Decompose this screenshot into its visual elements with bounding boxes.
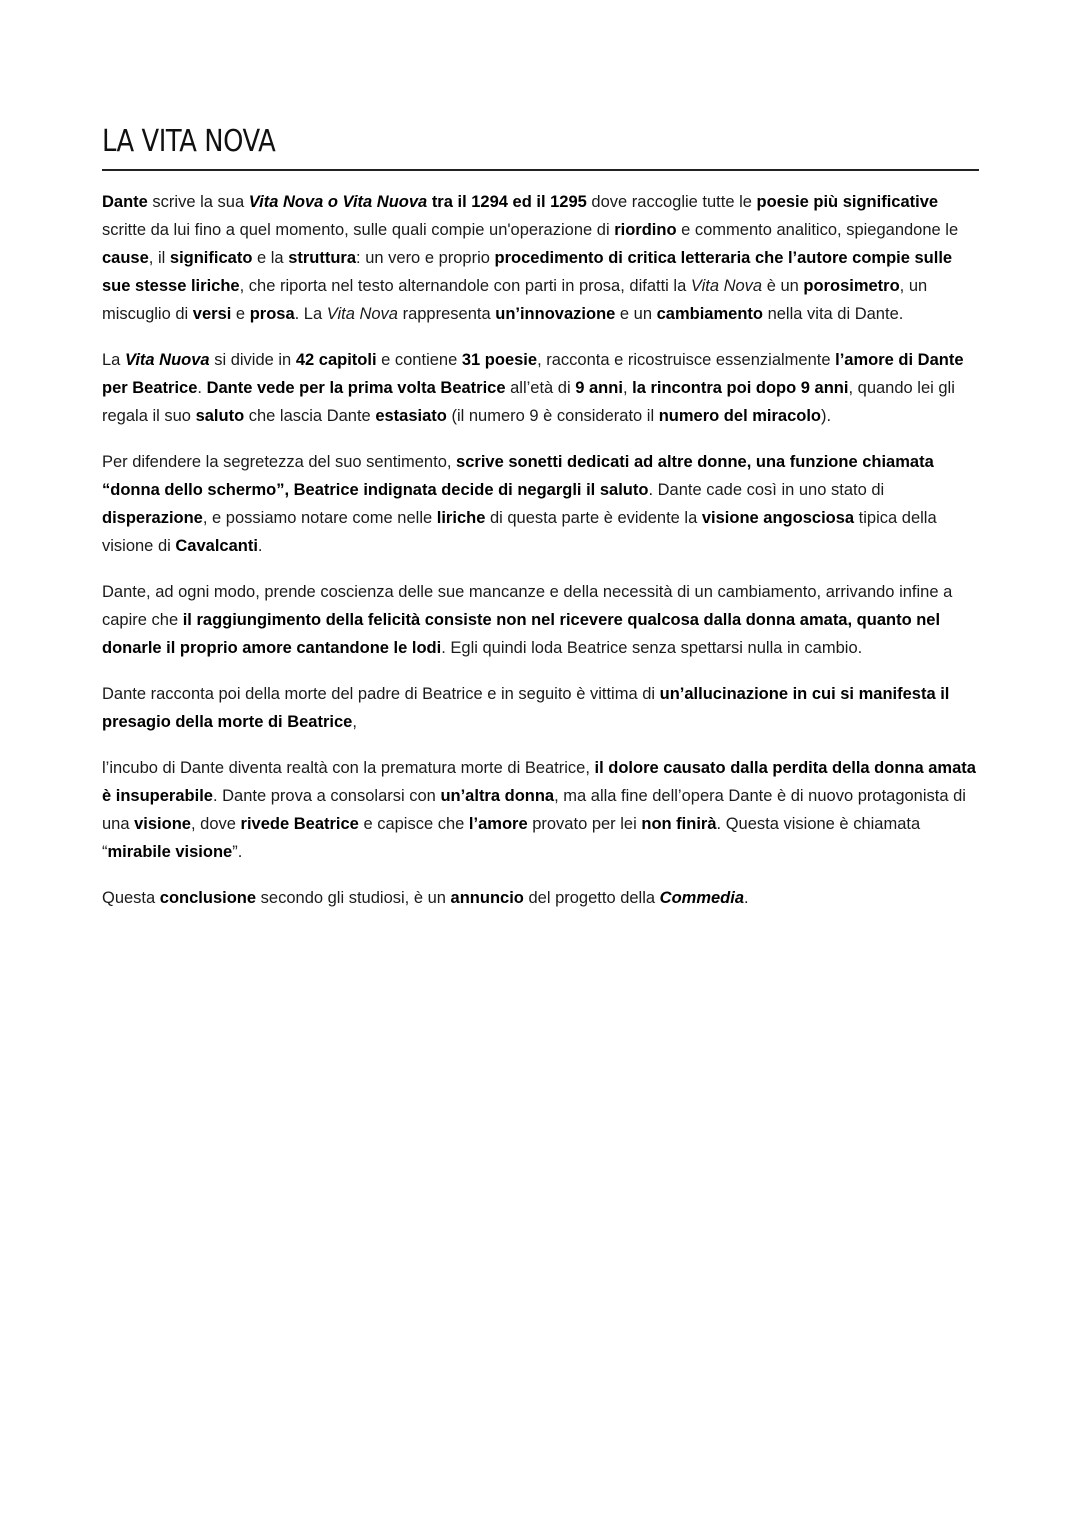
text-run: del progetto della [523,889,660,907]
text-run: e [231,305,250,323]
text-run: e capisce che [358,815,469,833]
text-run: versi [192,305,232,323]
text-run: Vita Nova o Vita Nuova [248,193,428,211]
text-run: , [352,713,357,731]
document-body [102,188,979,930]
text-run: , dove [190,815,241,833]
text-run: porosimetro [803,277,900,295]
paragraph-7 [102,884,979,912]
paragraph-4 [102,578,979,662]
text-run: è un [762,277,804,295]
text-run: Vita Nova [326,305,398,323]
text-run: un’allucinazione in cui si manifesta il presagio della morte di Beatrice [102,685,950,731]
text-run: ). [821,407,832,425]
text-run: il raggiungimento della felicità consiste non nel ricevere qualcosa dalla donna amata, quanto nel donarle il proprio amore cantandone le lodi [102,611,941,657]
text-run: . [744,889,749,907]
text-run: 31 poesie [461,351,538,369]
text-run: di questa parte è evidente la [485,509,702,527]
text-run: liriche [436,509,486,527]
text-run: , che riporta nel testo alternandole con parti in prosa, difatti la [239,277,691,295]
text-run: . Egli quindi loda Beatrice senza spettarsi nulla in cambio. [441,639,863,657]
text-run: numero del miracolo [658,407,822,425]
text-run: : un vero e proprio [356,249,495,267]
text-run: nella vita di Dante. [763,305,904,323]
text-run: . La [294,305,327,323]
text-run: riordino [614,221,677,239]
text-run: , ma alla fine dell’opera Dante è di nuovo protagonista di una [102,787,966,833]
paragraph-5 [102,680,979,736]
text-run: all’età di [505,379,576,397]
text-run: dove raccoglie tutte le [586,193,757,211]
paragraph-2 [102,346,979,430]
text-run: e la [252,249,289,267]
text-run: e contiene [376,351,462,369]
text-run: l’amore di Dante per Beatrice [102,351,964,397]
text-run: tra il 1294 ed il 1295 [431,193,587,211]
text-run: . Dante cade così in uno stato di [648,481,885,499]
text-run: rappresenta [398,305,496,323]
text-run: secondo gli studiosi, è un [256,889,451,907]
text-run: Per difendere la segretezza del suo sentimento, [102,453,457,471]
text-run: si divide in [209,351,296,369]
text-run: disperazione [102,509,203,527]
text-run: e commento analitico, spiegandone le [676,221,959,239]
text-run: 9 anni [575,379,623,397]
text-run: cause [102,249,149,267]
text-run: Dante vede per la prima volta Beatrice [206,379,506,397]
text-run: 42 capitoli [295,351,377,369]
text-run: un’innovazione [495,305,616,323]
text-run: cambiamento [656,305,763,323]
text-run: . Dante prova a consolarsi con [212,787,441,805]
paragraph-3 [102,448,979,560]
text-run: , un miscuglio di [102,277,928,323]
text-run: provato per lei [527,815,642,833]
text-run: conclusione [159,889,257,907]
text-run: procedimento di critica letteraria che l’autore compie sulle sue stesse liriche [102,249,953,295]
text-run: l’incubo di Dante diventa realtà con la prematura morte di Beatrice, [102,759,595,777]
text-run: che lascia Dante [244,407,376,425]
text-run: visione angosciosa [701,509,855,527]
text-run: annuncio [450,889,524,907]
text-run: rivede Beatrice [240,815,359,833]
text-run: struttura [288,249,357,267]
text-run: saluto [195,407,245,425]
text-run: ”. [232,843,243,861]
text-run: il dolore causato dalla perdita della donna amata è insuperabile [102,759,976,805]
text-run: Vita Nuova [124,351,210,369]
text-run: scritte da lui fino a quel momento, sulle quali compie un'operazione di [102,221,615,239]
text-run: poesie più significative [756,193,939,211]
text-run: , il [148,249,170,267]
text-run: Dante [102,193,148,211]
title-underline [102,169,979,171]
text-run: , [622,379,633,397]
text-run: . [257,537,263,555]
paragraph-1 [102,188,979,328]
text-run: scrive sonetti dedicati ad altre donne, una funzione chiamata “donna dello schermo”, Beatrice indignata decide di negargli il saluto [102,453,934,499]
text-run: Vita Nova [690,277,763,295]
text-run: Dante racconta poi della morte del padre di Beatrice e in seguito è vittima di [102,685,660,703]
text-run: . [197,379,207,397]
text-run: (il numero 9 è considerato il [446,407,659,425]
text-run: visione [134,815,191,833]
text-run: Commedia [659,889,745,907]
text-run: La [102,351,125,369]
text-run: l’amore [468,815,528,833]
text-run: significato [169,249,253,267]
text-run: , quando lei gli regala il suo [102,379,955,425]
text-run: . Questa visione è chiamata “ [102,815,921,861]
text-run: Cavalcanti [175,537,258,555]
text-run: prosa [249,305,295,323]
text-run: la rincontra poi dopo 9 anni [632,379,849,397]
text-run: estasiato [375,407,447,425]
text-run: Dante, ad ogni modo, prende coscienza delle sue mancanze e della necessità di un cambiamento, arrivando infine a capire che [102,583,953,629]
text-run: scrive la sua [147,193,249,211]
document-title: LA VITA NOVA [102,124,276,159]
paragraph-6 [102,754,979,866]
text-run: un’altra donna [440,787,555,805]
text-run: Questa [102,889,160,907]
text-run: , e possiamo notare come nelle [202,509,437,527]
text-run: tipica della visione di [102,509,937,555]
text-run: , racconta e ricostruisce essenzialmente [537,351,836,369]
text-run: non finirà [641,815,717,833]
text-run: mirabile visione [107,843,233,861]
text-run: e un [615,305,657,323]
